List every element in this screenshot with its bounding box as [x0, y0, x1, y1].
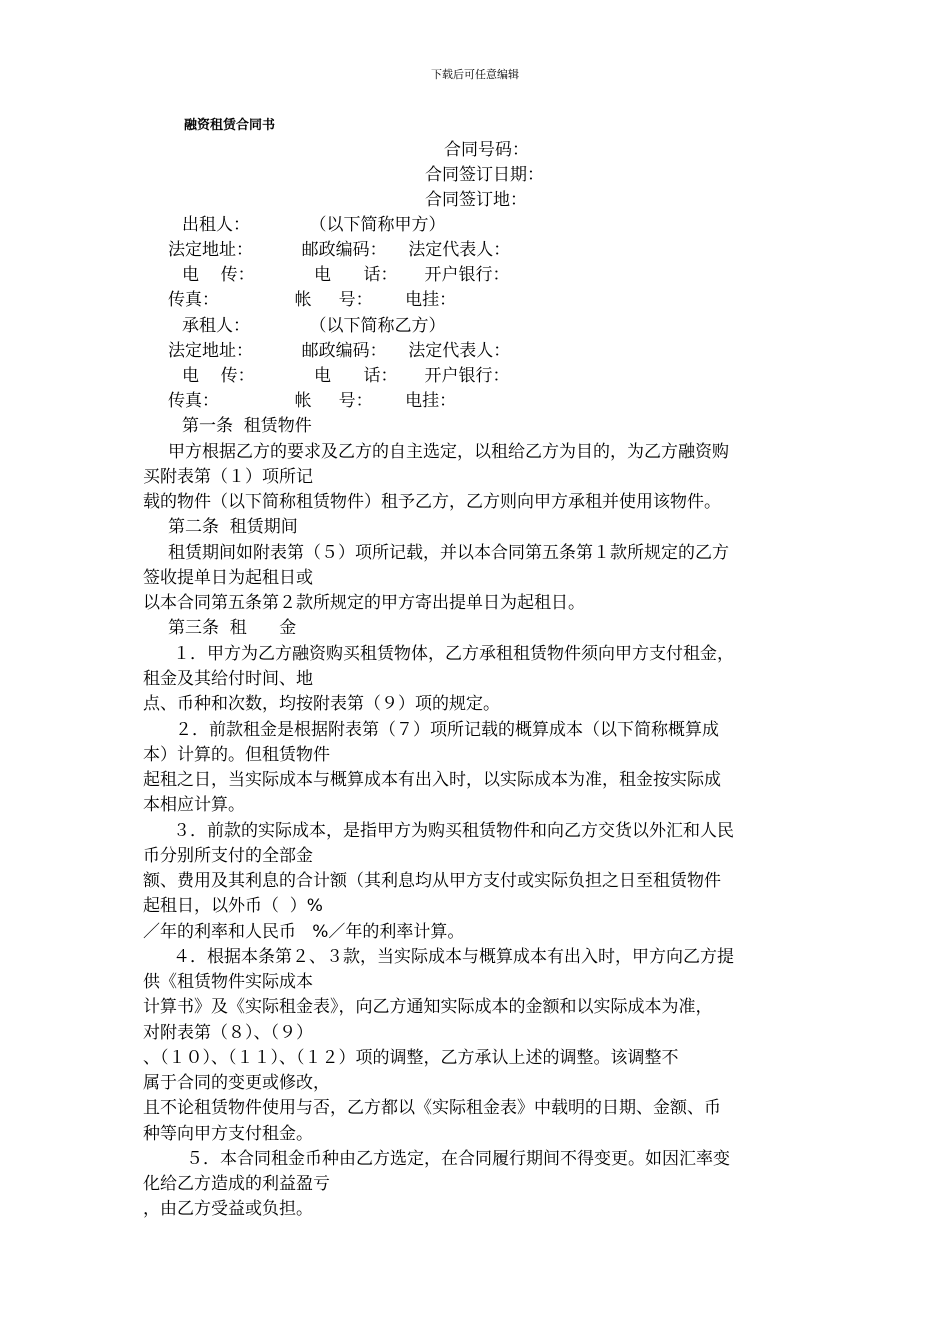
- lessor-telex-line: 电 传： 电 话： 开户银行：: [182, 265, 510, 285]
- lessor-line: 出租人： （以下简称甲方）: [182, 215, 446, 235]
- article3-line: 本相应计算。: [143, 795, 245, 815]
- article3-line: ／年的利率和人民币 %／年的利率计算。: [143, 922, 465, 942]
- lessor-fax-line: 传真： 帐 号： 电挂：: [168, 290, 457, 310]
- lessee-fax-line: 传真： 帐 号： 电挂：: [168, 391, 457, 411]
- article1-heading: 第一条 租赁物件: [182, 416, 312, 436]
- contract-number-label: 合同号码：: [444, 140, 529, 160]
- article3-line: ４．根据本条第２、３款，当实际成本与概算成本有出入时，甲方向乙方提: [173, 947, 734, 967]
- article3-line: 本）计算的。但租赁物件: [143, 745, 330, 765]
- article3-line: 起租日，以外币（ ）%: [143, 896, 323, 916]
- article3-line: 额、费用及其利息的合计额（其利息均从甲方支付或实际负担之日至租赁物件: [143, 871, 721, 891]
- contract-place-label: 合同签订地：: [425, 190, 527, 210]
- article1-line: 载的物件（以下简称租赁物件）租予乙方，乙方则向甲方承租并使用该物件。: [143, 492, 721, 512]
- article3-line: ３．前款的实际成本，是指甲方为购买租赁物件和向乙方交货以外汇和人民: [173, 821, 734, 841]
- article3-line: 租金及其给付时间、地: [143, 669, 313, 689]
- article2-line: 租赁期间如附表第（５）项所记载，并以本合同第五条第１款所规定的乙方: [168, 543, 729, 563]
- article2-line: 以本合同第五条第２款所规定的甲方寄出提单日为起租日。: [143, 593, 585, 613]
- article3-line: ，由乙方受益或负担。: [143, 1199, 313, 1219]
- lessee-telex-line: 电 传： 电 话： 开户银行：: [182, 366, 510, 386]
- article3-line: １．甲方为乙方融资购买租赁物体，乙方承租租赁物件须向甲方支付租金，: [173, 644, 734, 664]
- article3-heading: 第三条 租 金: [168, 618, 297, 638]
- lessee-line: 承租人： （以下简称乙方）: [182, 316, 446, 336]
- article3-line: 且不论租赁物件使用与否，乙方都以《实际租金表》中载明的日期、金额、币: [143, 1098, 721, 1118]
- lessor-address-line: 法定地址： 邮政编码： 法定代表人：: [168, 240, 511, 260]
- lessee-address-line: 法定地址： 邮政编码： 法定代表人：: [168, 341, 511, 361]
- article3-line: 化给乙方造成的利益盈亏: [143, 1174, 330, 1194]
- article3-line: 计算书》及《实际租金表》，向乙方通知实际成本的金额和以实际成本为准，: [143, 997, 713, 1017]
- article3-line: ５．本合同租金币种由乙方选定，在合同履行期间不得变更。如因汇率变: [186, 1149, 730, 1169]
- article3-line: 起租之日，当实际成本与概算成本有出入时，以实际成本为准，租金按实际成: [143, 770, 721, 790]
- article3-line: 、（１０）、（１１）、（１２）项的调整，乙方承认上述的调整。该调整不: [143, 1048, 679, 1068]
- article3-line: 供《租赁物件实际成本: [143, 972, 313, 992]
- article2-heading: 第二条 租赁期间: [168, 517, 298, 537]
- article3-line: 点、币种和次数，均按附表第（９）项的规定。: [143, 694, 500, 714]
- article2-line: 签收提单日为起租日或: [143, 568, 313, 588]
- document-title: 融资租赁合同书: [184, 118, 276, 133]
- article3-line: 属于合同的变更或修改，: [143, 1073, 330, 1093]
- article1-line: 甲方根据乙方的要求及乙方的自主选定，以租给乙方为目的，为乙方融资购: [168, 442, 729, 462]
- article3-line: ２．前款租金是根据附表第（７）项所记载的概算成本（以下简称概算成: [175, 720, 719, 740]
- contract-date-label: 合同签订日期：: [425, 165, 544, 185]
- article1-line: 买附表第（１）项所记: [143, 467, 313, 487]
- article3-line: 对附表第（８）、（９）: [143, 1023, 313, 1043]
- article3-line: 种等向甲方支付租金。: [143, 1124, 313, 1144]
- page-header: 下载后可任意编辑: [431, 68, 519, 81]
- article3-line: 币分别所支付的全部金: [143, 846, 313, 866]
